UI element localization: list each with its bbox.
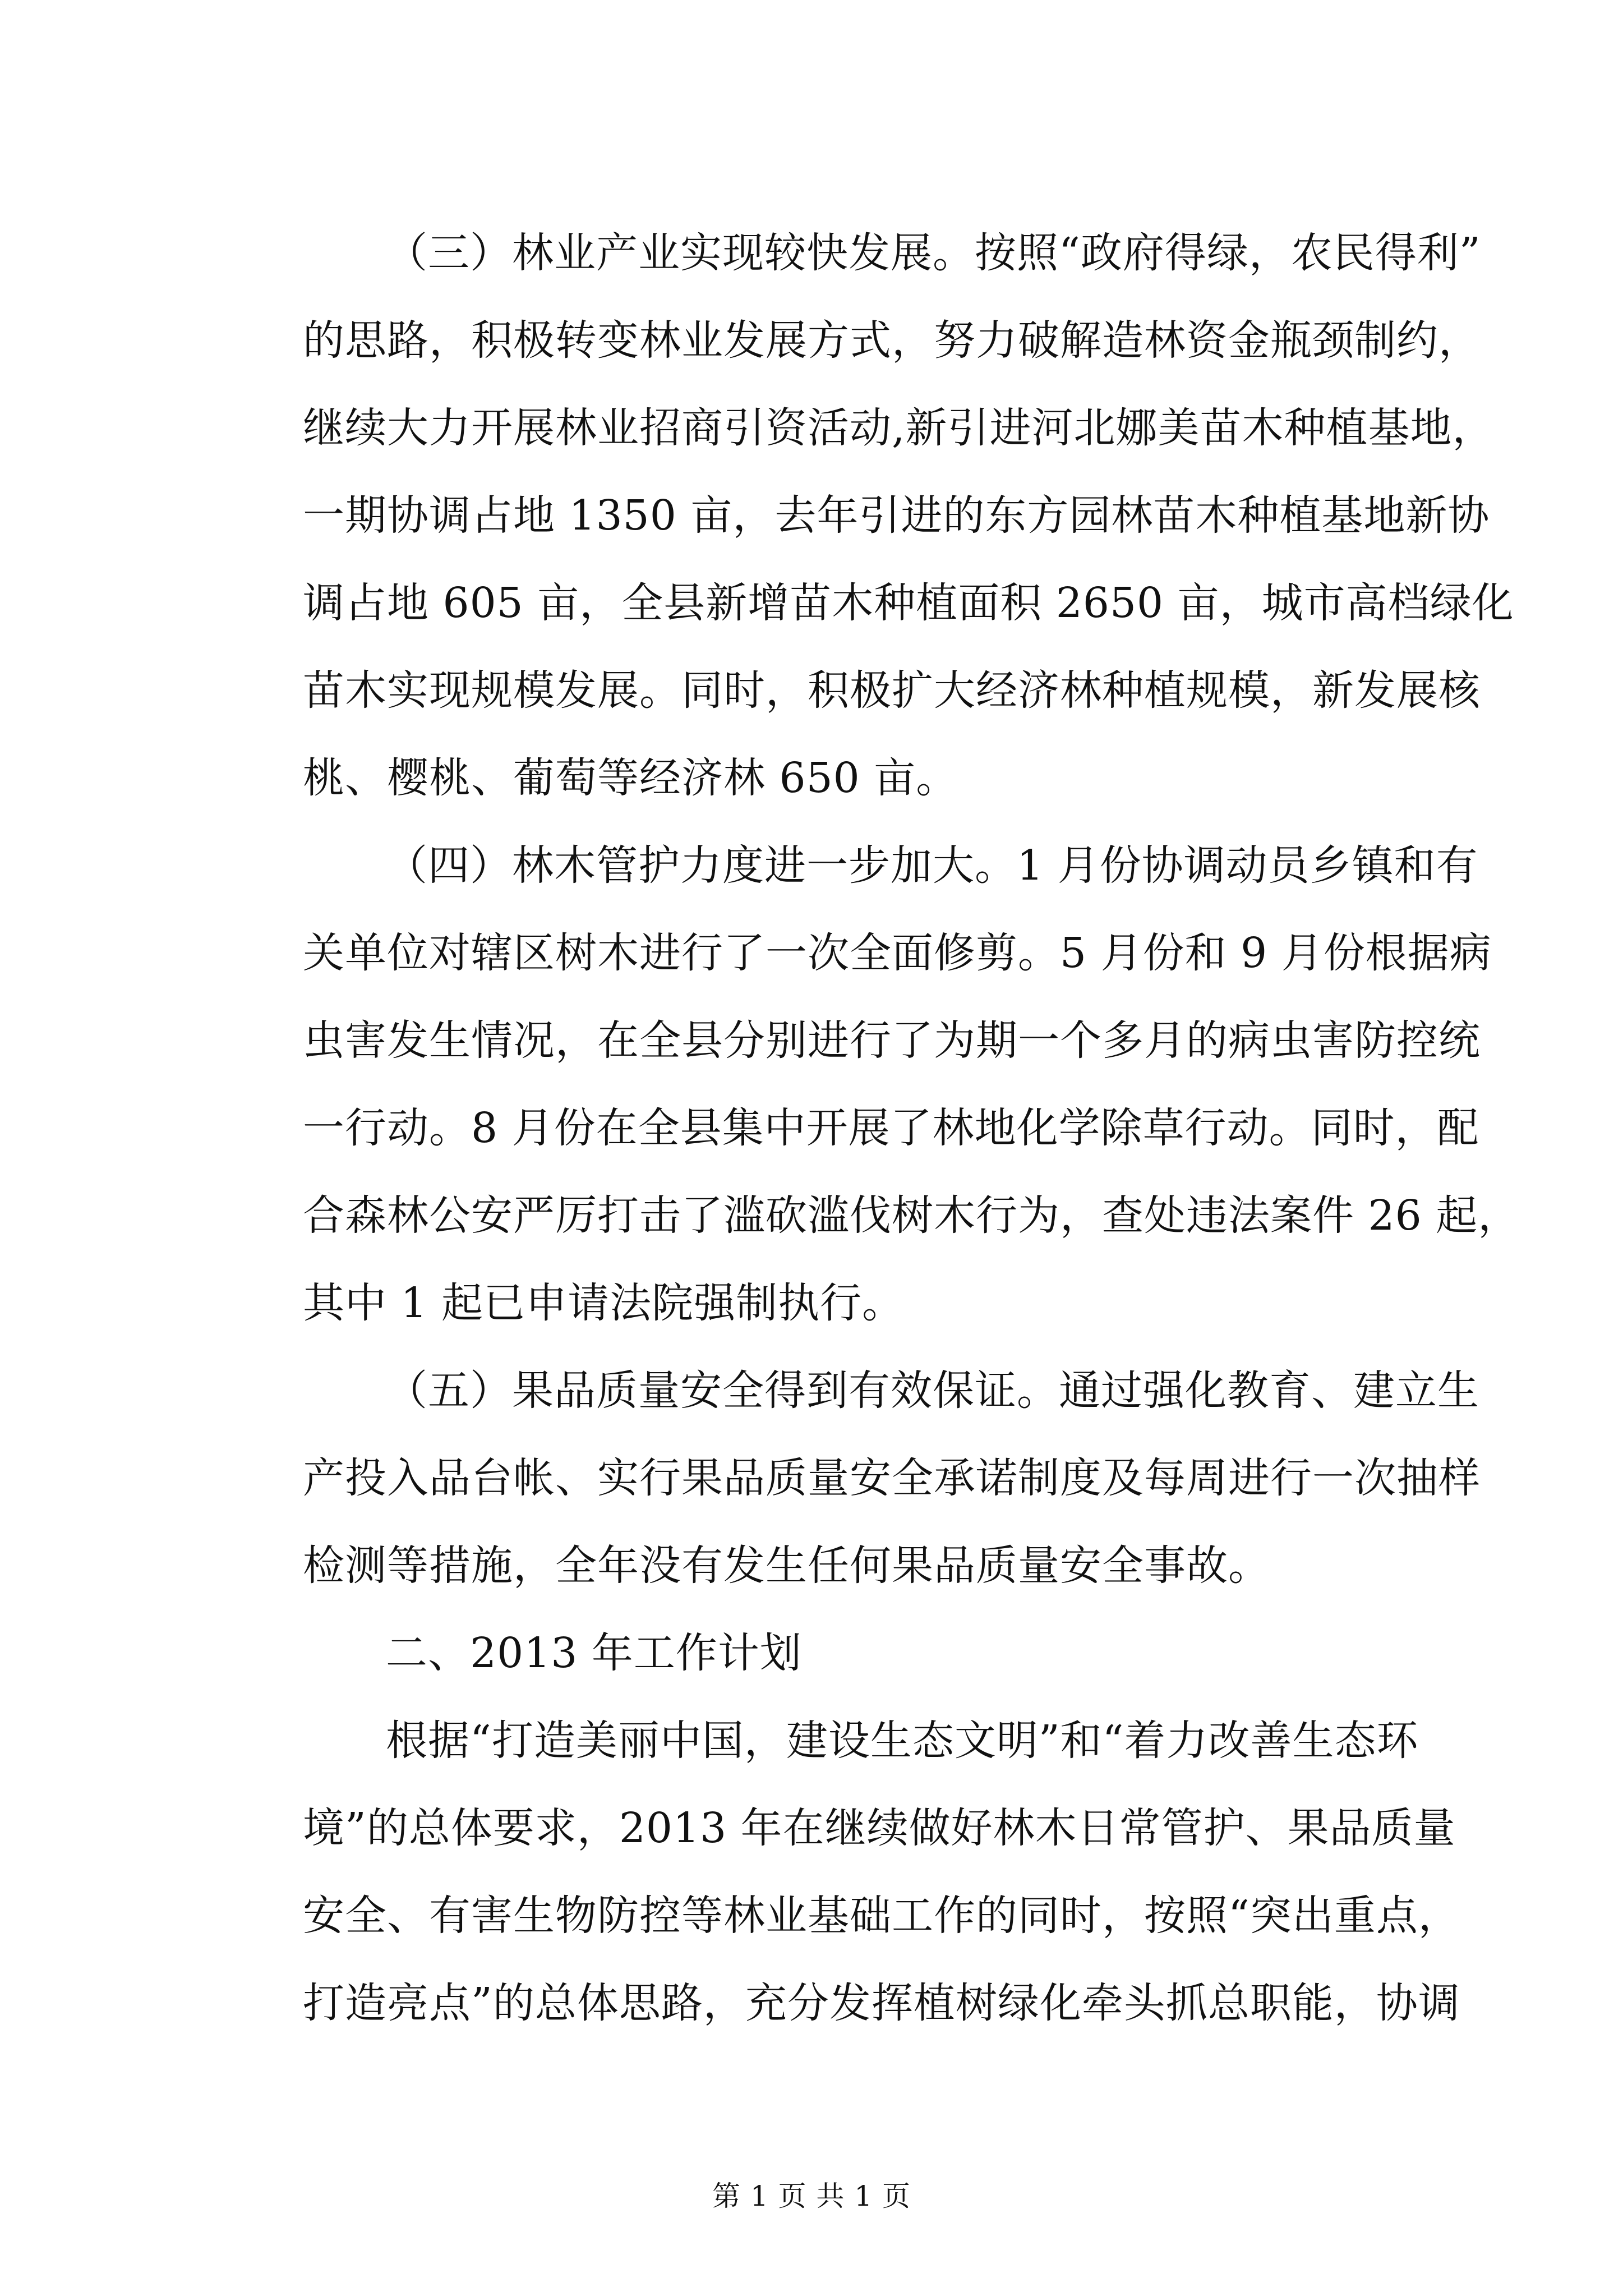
text-line: （五）果品质量安全得到有效保证。通过强化教育、建立生 [386, 1366, 1479, 1415]
text-line: 产投入品台帐、实行果品质量安全承诺制度及每周进行一次抽样 [303, 1454, 1481, 1502]
text-line: 打造亮点”的总体思路，充分发挥植树绿化牵头抓总职能，协调 [303, 1979, 1460, 2027]
text-line: 一期协调占地 1350 亩，去年引进的东方园林苗木种植基地新协 [303, 491, 1490, 540]
text-line: 其中 1 起已申请法院强制执行。 [303, 1279, 905, 1327]
text-line: （三）林业产业实现较快发展。按照“政府得绿，农民得利” [386, 229, 1481, 277]
text-line: 一行动。8 月份在全县集中开展了林地化学除草行动。同时，配 [303, 1104, 1479, 1152]
text-line: 虫害发生情况，在全县分别进行了为期一个多月的病虫害防控统 [303, 1016, 1481, 1065]
text-line: 继续大力开展林业招商引资活动,新引进河北娜美苗木种植基地， [303, 404, 1495, 452]
text-line: （四）林木管护力度进一步加大。1 月份协调动员乡镇和有 [386, 841, 1478, 890]
text-line: 境”的总体要求，2013 年在继续做好林木日常管护、果品质量 [303, 1804, 1456, 1852]
text-line: 合森林公安严厉打击了滥砍滥伐树木行为，查处违法案件 26 起， [303, 1191, 1520, 1240]
text-line: 二、2013 年工作计划 [386, 1629, 802, 1677]
text-line: 检测等措施，全年没有发生任何果品质量安全事故。 [303, 1542, 1270, 1590]
text-line: 桃、樱桃、葡萄等经济林 650 亩。 [303, 754, 958, 802]
document-body [303, 229, 1520, 2068]
text-line: 关单位对辖区树木进行了一次全面修剪。5 月份和 9 月份根据病 [303, 929, 1492, 977]
text-line: 根据“打造美丽中国，建设生态文明”和“着力改善生态环 [386, 1717, 1419, 1765]
text-line: 调占地 605 亩，全县新增苗木种植面积 2650 亩，城市高档绿化 [303, 579, 1514, 627]
text-line: 苗木实现规模发展。同时，积极扩大经济林种植规模，新发展核 [303, 666, 1481, 715]
text-line: 的思路，积极转变林业发展方式，努力破解造林资金瓶颈制约， [303, 316, 1481, 365]
page-footer: 第 1 页 共 1 页 [712, 2180, 911, 2212]
text-line: 安全、有害生物防控等林业基础工作的同时，按照“突出重点， [303, 1892, 1460, 1940]
